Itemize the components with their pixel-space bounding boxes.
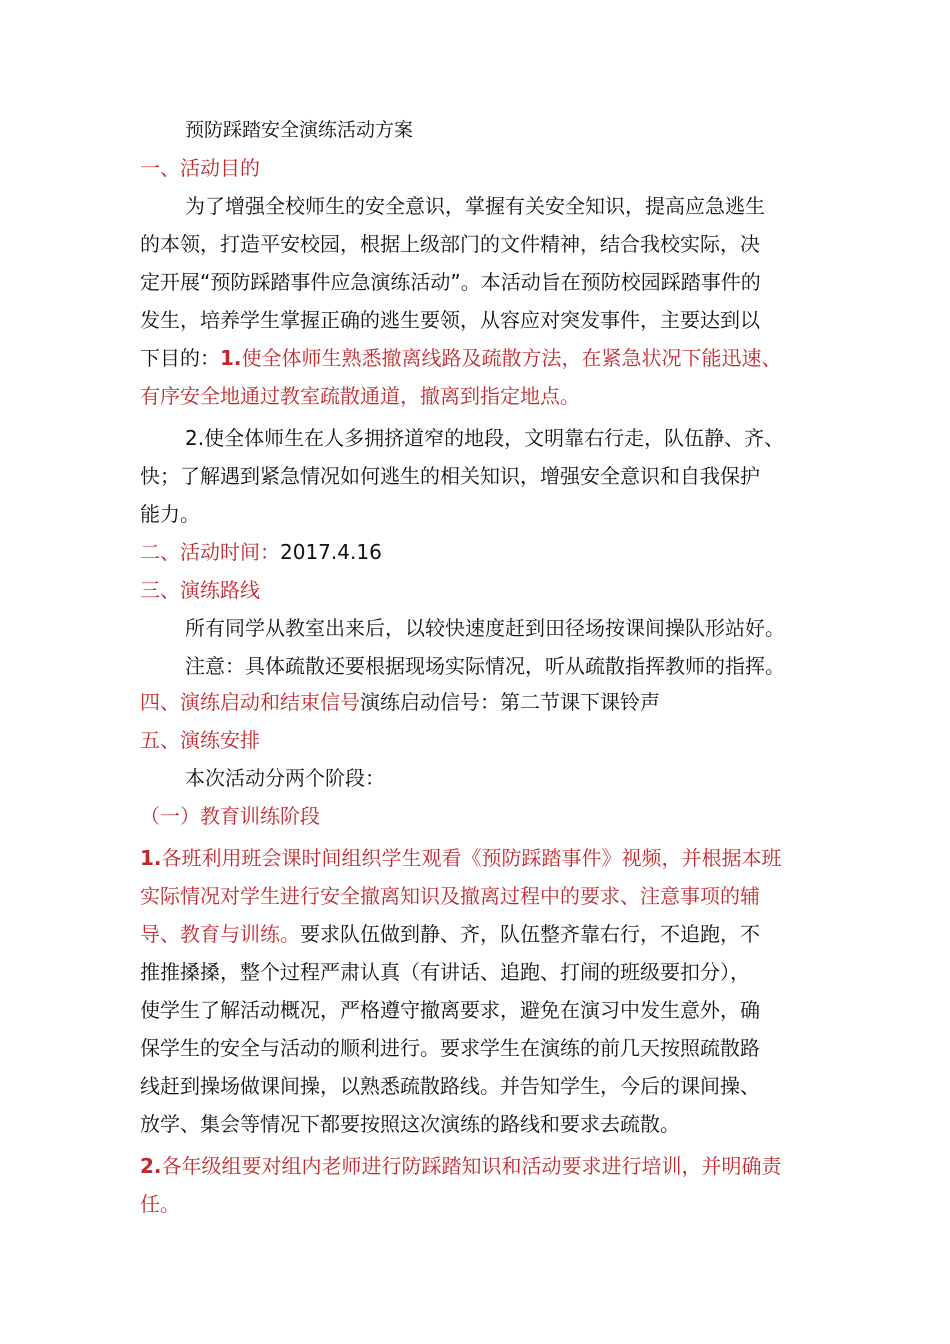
paragraph-prefix: 下目的： [140, 346, 220, 370]
signal-text: 演练启动信号：第二节课下课铃声 [360, 690, 660, 714]
section-4 [140, 689, 830, 715]
item-1-line: 推推搡搡，整个过程严肃认真（有讲话、追跑、打闹的班级要扣分）， [140, 960, 750, 984]
item-1-line: 放学、集会等情况下都要按照这次演练的路线和要求去疏散。 [140, 1112, 680, 1136]
paragraph-line: 定开展“预防踩踏事件应急演练活动”。本活动旨在预防校园踩踏事件的 [140, 270, 761, 294]
paragraph-line [140, 345, 830, 371]
item-2-number: 2. [140, 1154, 162, 1178]
item-1-text: 各班利用班会课时间组织学生观看《预防踩踏事件》视频，并根据本班 [161, 846, 782, 870]
section-1-heading: 一、活动目的 [140, 156, 260, 180]
goal-2-line: 能力。 [140, 502, 200, 526]
document-title: 预防踩踏安全演练活动方案 [185, 119, 414, 141]
activity-date: 2017.4.16 [280, 540, 382, 564]
item-1-black-start: 要求队伍做到静、齐，队伍整齐靠右行，不追跑，不 [300, 922, 760, 946]
section-4-heading: 四、演练启动和结束信号 [140, 690, 360, 714]
goal-1-text: 使全体师生熟悉撤离线路及疏散方法，在紧急状况下能迅速、 [241, 346, 782, 370]
item-2-text: 各年级组要对组内老师进行防踩踏知识和活动要求进行培训，并明确责 [161, 1154, 782, 1178]
item-1-red-end: 导、教育与训练。 [140, 922, 300, 946]
paragraph-line: 发生，培养学生掌握正确的逃生要领，从容应对突发事件，主要达到以 [140, 308, 760, 332]
paragraph-line: 的本领，打造平安校园，根据上级部门的文件精神，结合我校实际，决 [140, 232, 760, 256]
item-1-number: 1. [140, 846, 162, 870]
item-1-line: 使学生了解活动概况，严格遵守撤离要求，避免在演习中发生意外，确 [140, 998, 760, 1022]
item-1-line: 线赶到操场做课间操，以熟悉疏散路线。并告知学生，今后的课间操、 [140, 1074, 760, 1098]
section-2 [140, 539, 830, 565]
section-5-heading: 五、演练安排 [140, 728, 260, 752]
section-3-heading: 三、演练路线 [140, 578, 260, 602]
item-1-line [140, 845, 830, 871]
goal-2-line: 快；了解遇到紧急情况如何逃生的相关知识，增强安全意识和自我保护 [140, 464, 760, 488]
route-note: 注意：具体疏散还要根据现场实际情况，听从疏散指挥教师的指挥。 [185, 654, 785, 678]
goal-1-number: 1. [220, 346, 242, 370]
item-2-line: 任。 [140, 1192, 180, 1216]
goal-2-line: 2.使全体师生在人多拥挤道窄的地段，文明靠右行走，队伍静、齐、 [185, 426, 785, 450]
subsection-heading: （一）教育训练阶段 [140, 804, 320, 828]
section-2-heading: 二、活动时间： [140, 540, 280, 564]
item-2-line [140, 1153, 830, 1179]
item-1-line: 实际情况对学生进行安全撤离知识及撤离过程中的要求、注意事项的辅 [140, 884, 760, 908]
goal-1-text-cont: 有序安全地通过教室疏散通道，撤离到指定地点。 [140, 384, 580, 408]
stage-intro: 本次活动分两个阶段： [185, 766, 385, 790]
paragraph-line: 为了增强全校师生的安全意识，掌握有关安全知识，提高应急逃生 [185, 194, 765, 218]
item-1-line [140, 921, 830, 947]
route-line: 所有同学从教室出来后，以较快速度赶到田径场按课间操队形站好。 [185, 616, 785, 640]
item-1-line: 保学生的安全与活动的顺利进行。要求学生在演练的前几天按照疏散路 [140, 1036, 760, 1060]
